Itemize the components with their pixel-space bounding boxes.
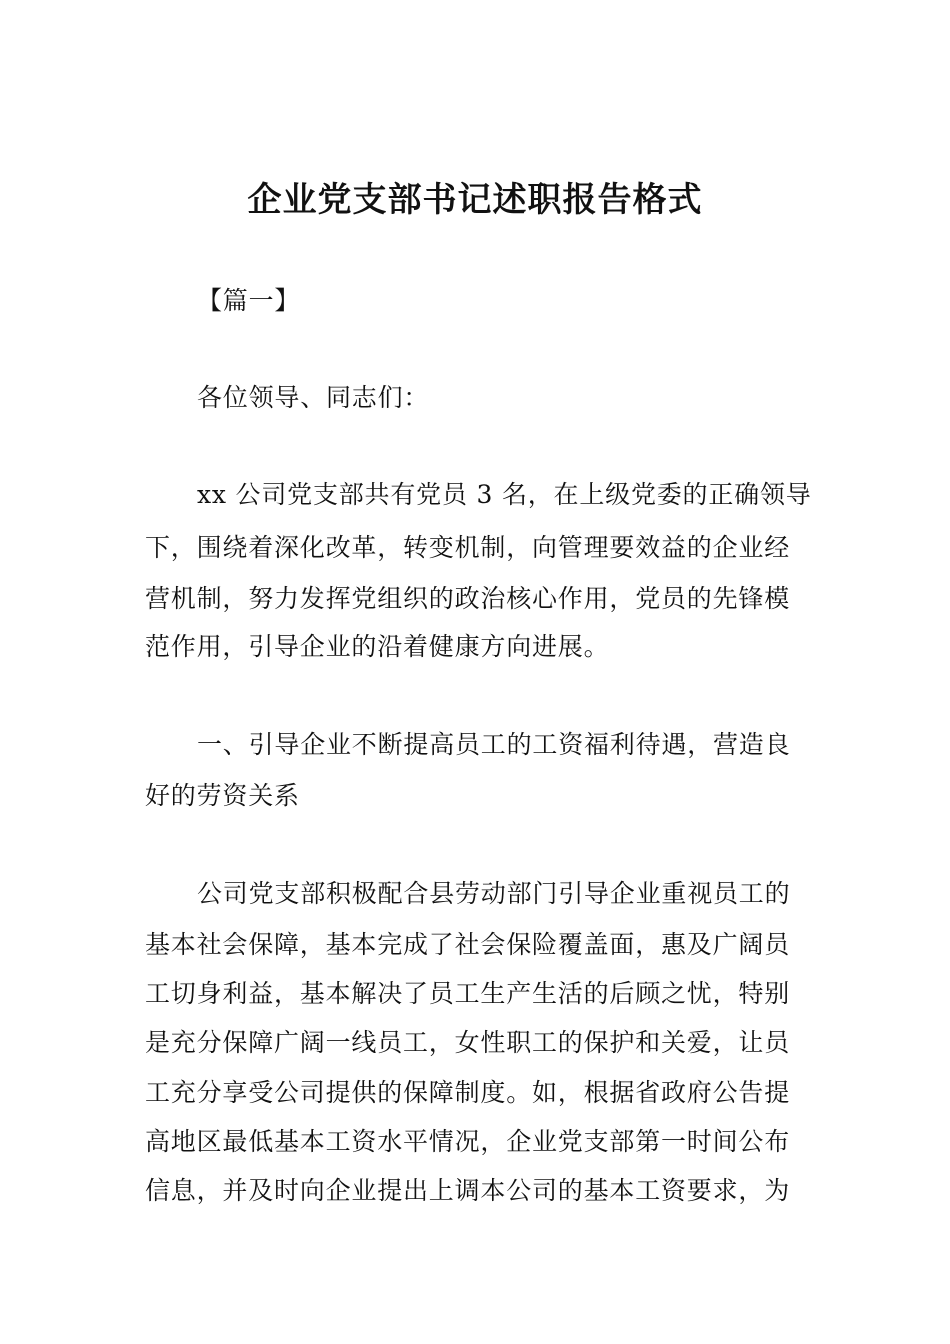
paragraph-3-line-6: 高地区最低基本工资水平情况，企业党支部第一时间公布	[145, 1127, 791, 1156]
paragraph-3-line-3: 工切身利益，基本解决了员工生产生活的后顾之忧，特别	[145, 979, 791, 1008]
paragraph-2-line-1: 一、引导企业不断提高员工的工资福利待遇，营造良	[197, 730, 791, 759]
paragraph-3-line-2: 基本社会保障，基本完成了社会保险覆盖面，惠及广阔员	[145, 930, 791, 959]
paragraph-3-line-5: 工充分享受公司提供的保障制度。如，根据省政府公告提	[145, 1078, 791, 1107]
paragraph-1-line-3: 营机制，努力发挥党组织的政治核心作用，党员的先锋模	[145, 584, 791, 613]
paragraph-1-line-2: 下，围绕着深化改革，转变机制，向管理要效益的企业经	[145, 533, 791, 562]
paragraph-3-line-4: 是充分保障广阔一线员工，女性职工的保护和关爱，让员	[145, 1028, 791, 1057]
section-tag: 【篇一】	[197, 286, 301, 315]
document-title: 企业党支部书记述职报告格式	[247, 180, 703, 220]
paragraph-3-line-1: 公司党支部积极配合县劳动部门引导企业重视员工的	[197, 879, 791, 908]
paragraph-1-line-4: 范作用，引导企业的沿着健康方向进展。	[145, 632, 610, 661]
paragraph-1-line-1: xx 公司党支部共有党员 3 名，在上级党委的正确领导	[197, 480, 812, 509]
paragraph-2-line-2: 好的劳资关系	[145, 781, 300, 810]
greeting: 各位领导、同志们：	[197, 383, 430, 412]
paragraph-3-line-7: 信息，并及时向企业提出上调本公司的基本工资要求，为	[145, 1176, 791, 1205]
